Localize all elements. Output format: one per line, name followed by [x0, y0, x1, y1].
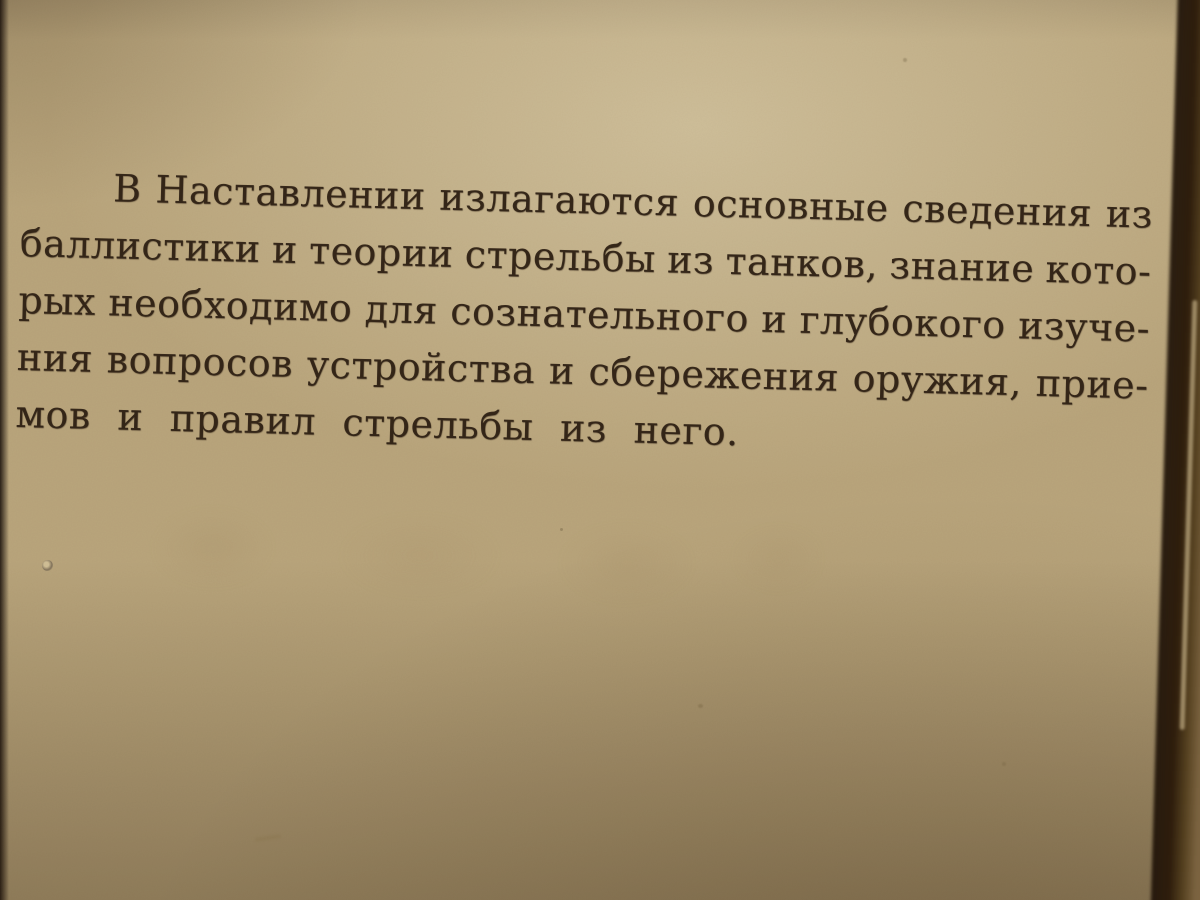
- paper-speck: [42, 560, 53, 571]
- show-through-ghost: [130, 478, 820, 633]
- paragraph-line: ния вопросов устройства и сбережения оружия, прие-: [16, 334, 1150, 408]
- paper-speck: [560, 528, 563, 531]
- paper-speck: [698, 704, 703, 708]
- paper-fiber: [255, 834, 281, 842]
- paragraph-line: баллистики и теории стрельбы из танков, знание кото-: [19, 220, 1152, 294]
- paragraph-line: В Наставлении излагаются основные сведения из: [112, 166, 1154, 237]
- paper-speck: [903, 58, 907, 62]
- paragraph: [15, 158, 1154, 472]
- paragraph-line: рых необходимо для сознательного и глубокого изуче-: [17, 277, 1151, 351]
- paper-speck: [1002, 762, 1006, 766]
- paragraph-line: мов и правил стрельбы из него.: [14, 391, 740, 455]
